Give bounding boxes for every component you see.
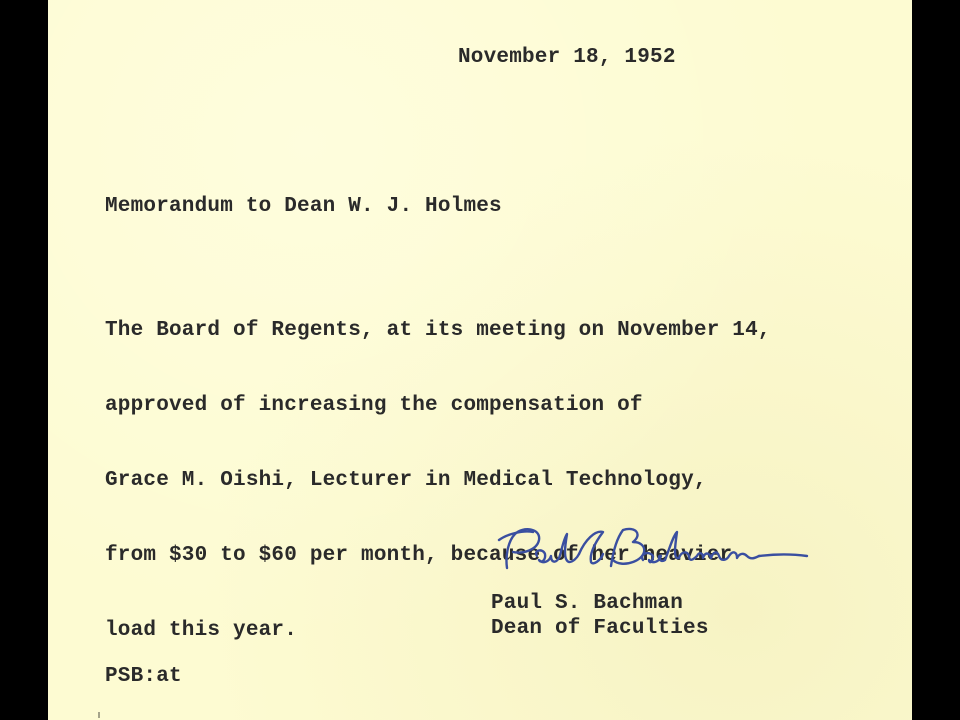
memo-body-line: The Board of Regents, at its meeting on November 14,: [105, 319, 771, 342]
memo-date: November 18, 1952: [458, 46, 676, 69]
memo-body-line: load this year.: [105, 619, 298, 642]
memo-body-line: approved of increasing the compensation of: [105, 394, 643, 417]
reference-initials: PSB:at: [105, 665, 182, 688]
memo-subject: Memorandum to Dean W. J. Holmes: [105, 195, 502, 218]
memo-body-line: from $30 to $60 per month, because of her heavier: [105, 544, 733, 567]
memo-paper: [48, 0, 912, 720]
paper-speck: [98, 712, 100, 718]
memo-body-line: Grace M. Oishi, Lecturer in Medical Technology,: [105, 469, 707, 492]
signer-title: Dean of Faculties: [491, 617, 709, 640]
handwritten-signature: [493, 520, 823, 590]
signer-name: Paul S. Bachman: [491, 592, 684, 615]
